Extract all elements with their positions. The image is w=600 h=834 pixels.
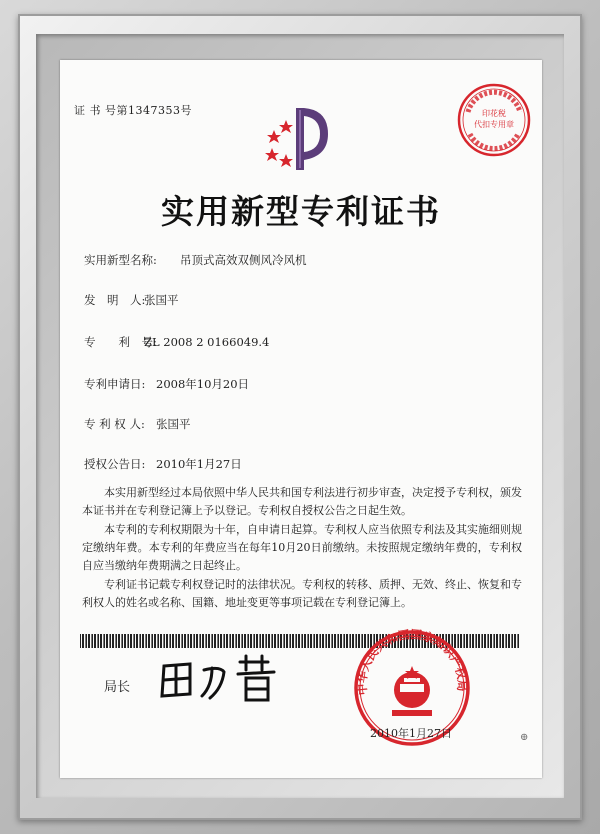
svg-text:代扣专用章: 代扣专用章 bbox=[474, 120, 514, 129]
certificate-paragraph: 本专利的专利权期限为十年，自申请日起算。专利权人应当依照专利法及其实施细则规定缴纳年费。本专利的年费应当在每年10月20日前缴纳。未按照规定缴纳年费的，专利权自应当缴纳年费期满之日起终止。 bbox=[82, 523, 522, 572]
director-signature bbox=[150, 648, 290, 708]
field-label: 专 利 权 人: bbox=[84, 417, 145, 431]
field-label: 实用新型名称: bbox=[84, 253, 157, 267]
field-value: 吊顶式高效双侧风冷风机 bbox=[180, 253, 307, 267]
field-label: 授权公告日: bbox=[84, 457, 146, 471]
certificate-number: 证 书 号第1347353号 bbox=[74, 104, 192, 117]
field-value: 2008年10月20日 bbox=[156, 377, 250, 391]
field-grant-date bbox=[84, 456, 242, 472]
certificate-paragraph: 本实用新型经过本局依照中华人民共和国专利法进行初步审查，决定授予专利权，颁发本证书并在专利登记簿上予以登记。专利权自授权公告之日起生效。 bbox=[82, 486, 522, 517]
field-patent-number bbox=[84, 334, 269, 350]
issue-date: 2010年1月27日 bbox=[370, 727, 452, 740]
field-value: 张国平 bbox=[156, 417, 191, 431]
agency-seal-icon bbox=[456, 82, 532, 158]
svg-text:中华人民共和国国家知识产权局: 中华人民共和国国家知识产权局 bbox=[354, 628, 470, 696]
field-value: 2010年1月27日 bbox=[156, 457, 242, 471]
svg-text:印花税: 印花税 bbox=[482, 109, 506, 118]
field-patentee bbox=[84, 416, 191, 432]
field-label: 专利申请日: bbox=[84, 377, 146, 391]
field-utility-model-name bbox=[84, 252, 307, 268]
field-label: 专 利 号: bbox=[84, 335, 157, 349]
field-inventor bbox=[84, 292, 179, 308]
field-value: 张国平 bbox=[144, 293, 179, 307]
certificate-paragraph: 专利证书记载专利权登记时的法律状况。专利权的转移、质押、无效、终止、恢复和专利权人的姓名或名称、国籍、地址变更等事项记载在专利登记簿上。 bbox=[82, 578, 522, 609]
field-value: ZL 2008 2 0166049.4 bbox=[144, 335, 270, 349]
certificate-title: 实用新型专利证书 bbox=[161, 192, 441, 231]
certificate-paper bbox=[60, 60, 542, 778]
field-application-date bbox=[84, 376, 249, 392]
field-label: 发 明 人: bbox=[84, 293, 146, 307]
patent-office-emblem-icon bbox=[260, 100, 338, 178]
director-label: 局长 bbox=[104, 680, 131, 695]
corner-mark: ⊕ bbox=[520, 732, 529, 743]
